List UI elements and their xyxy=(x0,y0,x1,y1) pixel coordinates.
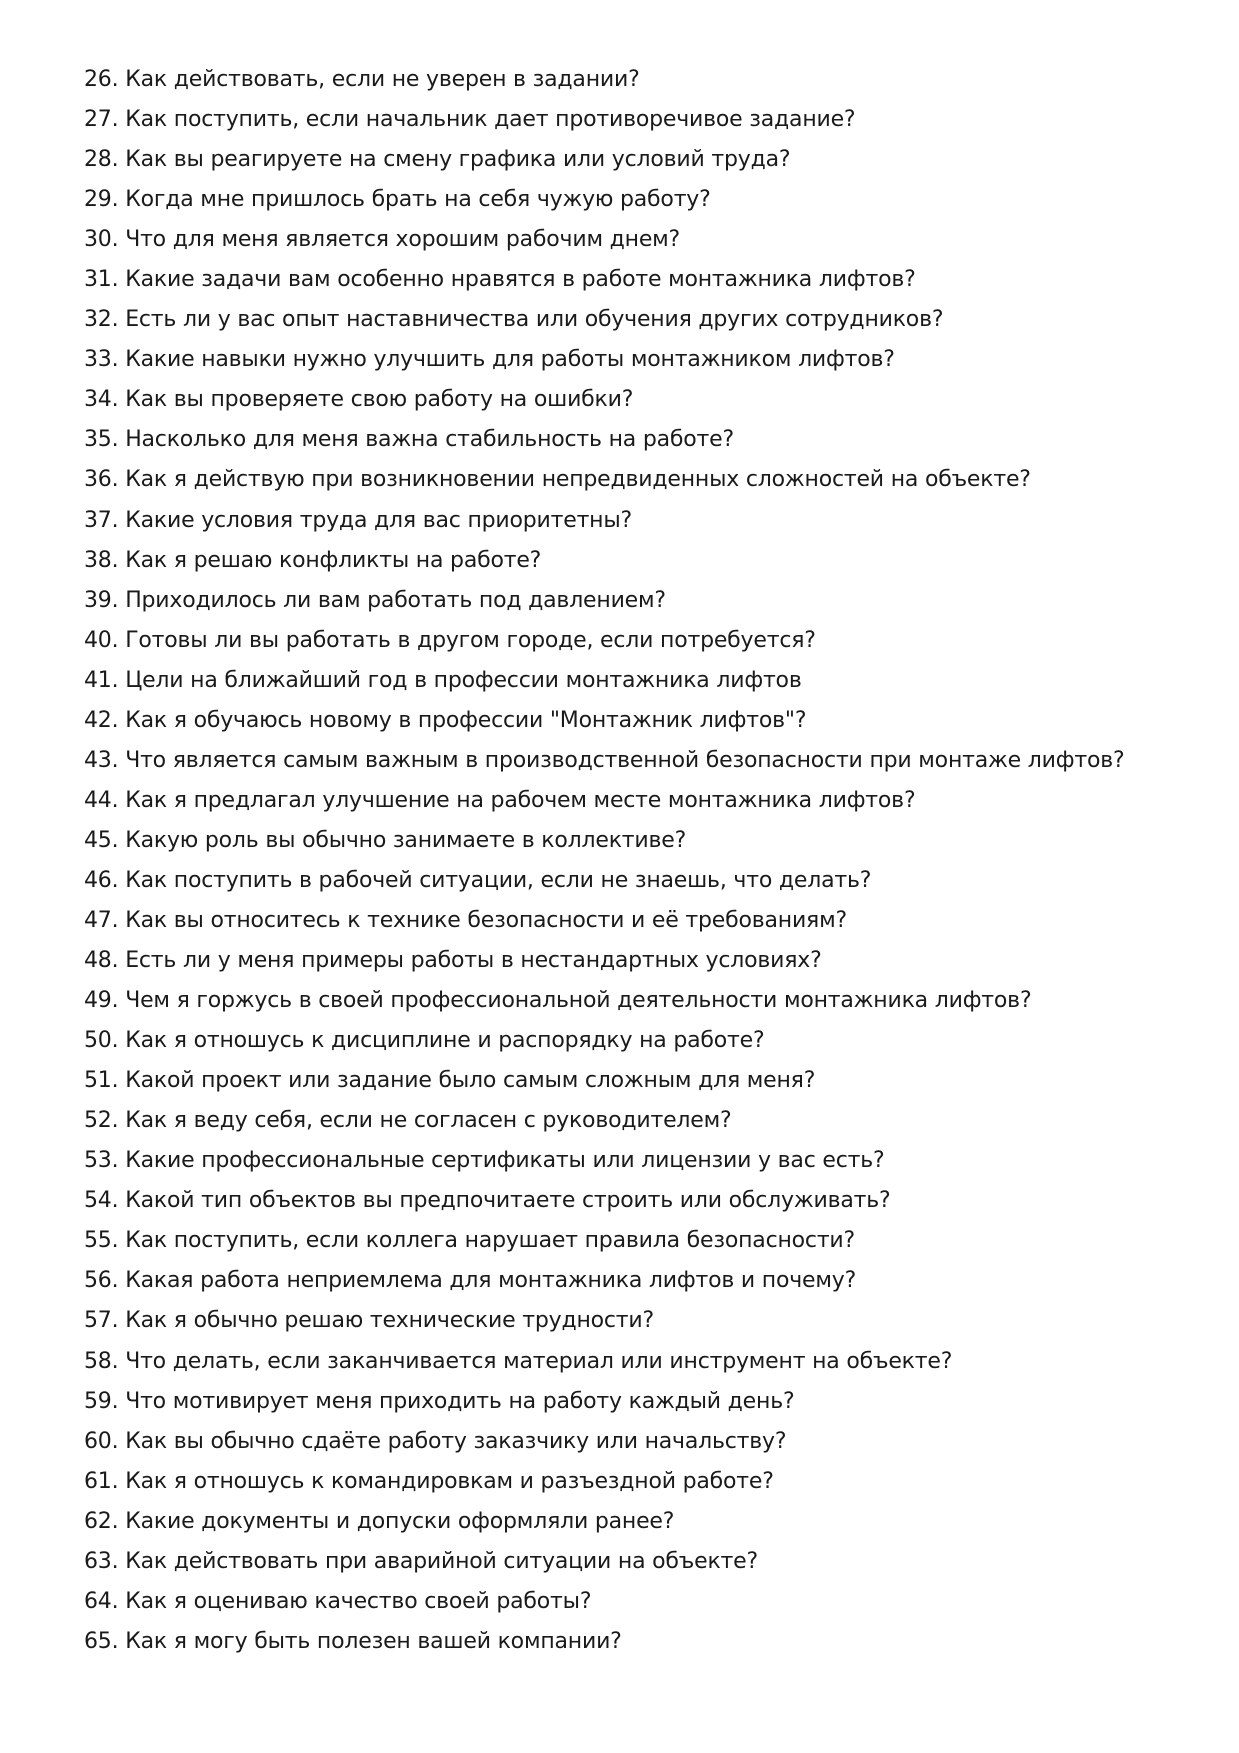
question-number: 63. xyxy=(84,1548,119,1574)
question-number: 35. xyxy=(84,427,119,453)
question-number: 40. xyxy=(84,627,119,653)
question-item xyxy=(84,661,1184,701)
question-item xyxy=(84,1021,1184,1061)
question-number: 32. xyxy=(84,307,119,333)
question-number: 41. xyxy=(84,667,119,693)
question-number: 33. xyxy=(84,347,119,373)
question-number: 38. xyxy=(84,547,119,573)
question-text: Что делать, если заканчивается материал или инструмент на объекте? xyxy=(125,1348,953,1374)
question-number: 62. xyxy=(84,1508,119,1534)
question-text: Как вы обычно сдаёте работу заказчику или начальству? xyxy=(125,1428,787,1454)
question-number: 36. xyxy=(84,467,119,493)
question-item xyxy=(84,260,1184,300)
question-text: Готовы ли вы работать в другом городе, если потребуется? xyxy=(125,627,816,653)
question-item xyxy=(84,1301,1184,1341)
question-item xyxy=(84,741,1184,781)
question-item xyxy=(84,100,1184,140)
question-text: Как я обучаюсь новому в профессии "Монтажник лифтов"? xyxy=(125,707,807,733)
question-item xyxy=(84,821,1184,861)
question-text: Как поступить, если начальник дает противоречивое задание? xyxy=(125,107,856,133)
question-item xyxy=(84,541,1184,581)
question-item xyxy=(84,380,1184,420)
question-text: Как я обычно решаю технические трудности? xyxy=(125,1308,654,1334)
question-text: Какой тип объектов вы предпочитаете строить или обслуживать? xyxy=(125,1188,891,1214)
question-text: Что мотивирует меня приходить на работу каждый день? xyxy=(125,1388,795,1414)
question-text: Как я действую при возникновении непредвиденных сложностей на объекте? xyxy=(125,467,1031,493)
question-text: Какие задачи вам особенно нравятся в работе монтажника лифтов? xyxy=(125,267,916,293)
question-item xyxy=(84,1462,1184,1502)
question-number: 53. xyxy=(84,1148,119,1174)
question-text: Какие навыки нужно улучшить для работы монтажником лифтов? xyxy=(125,347,895,373)
question-item xyxy=(84,1221,1184,1261)
question-text: Как я могу быть полезен вашей компании? xyxy=(125,1628,622,1654)
question-text: Когда мне пришлось брать на себя чужую работу? xyxy=(125,187,711,213)
question-item xyxy=(84,1181,1184,1221)
question-number: 56. xyxy=(84,1268,119,1294)
question-text: Какие условия труда для вас приоритетны? xyxy=(125,507,633,533)
question-text: Есть ли у вас опыт наставничества или обучения других сотрудников? xyxy=(125,307,944,333)
question-text: Какие документы и допуски оформляли ранее? xyxy=(125,1508,675,1534)
question-number: 58. xyxy=(84,1348,119,1374)
question-item xyxy=(84,1101,1184,1141)
question-number: 31. xyxy=(84,267,119,293)
question-number: 57. xyxy=(84,1308,119,1334)
question-text: Как я отношусь к командировкам и разъездной работе? xyxy=(125,1468,774,1494)
question-text: Есть ли у меня примеры работы в нестандартных условиях? xyxy=(125,948,822,974)
question-number: 27. xyxy=(84,107,119,133)
question-number: 28. xyxy=(84,147,119,173)
question-number: 46. xyxy=(84,867,119,893)
question-text: Приходилось ли вам работать под давлением? xyxy=(125,587,666,613)
question-item xyxy=(84,501,1184,541)
question-item xyxy=(84,1622,1184,1662)
question-number: 30. xyxy=(84,227,119,253)
question-text: Как я предлагал улучшение на рабочем месте монтажника лифтов? xyxy=(125,787,916,813)
question-item xyxy=(84,621,1184,661)
question-number: 45. xyxy=(84,827,119,853)
question-number: 49. xyxy=(84,988,119,1014)
question-text: Какие профессиональные сертификаты или лицензии у вас есть? xyxy=(125,1148,885,1174)
question-number: 60. xyxy=(84,1428,119,1454)
question-item xyxy=(84,981,1184,1021)
question-item xyxy=(84,1542,1184,1582)
question-item xyxy=(84,140,1184,180)
question-number: 64. xyxy=(84,1588,119,1614)
question-number: 48. xyxy=(84,948,119,974)
question-number: 50. xyxy=(84,1028,119,1054)
question-text: Что является самым важным в производственной безопасности при монтаже лифтов? xyxy=(125,747,1125,773)
question-number: 37. xyxy=(84,507,119,533)
question-text: Как вы проверяете свою работу на ошибки? xyxy=(125,387,634,413)
question-item xyxy=(84,581,1184,621)
question-item xyxy=(84,1061,1184,1101)
question-item xyxy=(84,941,1184,981)
question-item xyxy=(84,420,1184,460)
question-text: Как поступить в рабочей ситуации, если не знаешь, что делать? xyxy=(125,867,872,893)
question-text: Как действовать при аварийной ситуации на объекте? xyxy=(125,1548,758,1574)
question-text: Как вы реагируете на смену графика или условий труда? xyxy=(125,147,791,173)
question-text: Как я отношусь к дисциплине и распорядку на работе? xyxy=(125,1028,765,1054)
question-text: Чем я горжусь в своей профессиональной деятельности монтажника лифтов? xyxy=(125,988,1032,1014)
question-text: Как я веду себя, если не согласен с руководителем? xyxy=(125,1108,732,1134)
question-item xyxy=(84,300,1184,340)
question-item xyxy=(84,1582,1184,1622)
question-text: Как поступить, если коллега нарушает правила безопасности? xyxy=(125,1228,856,1254)
question-number: 59. xyxy=(84,1388,119,1414)
question-item xyxy=(84,180,1184,220)
question-text: Какую роль вы обычно занимаете в коллективе? xyxy=(125,827,687,853)
question-list xyxy=(84,60,1184,1662)
question-item xyxy=(84,460,1184,500)
question-item xyxy=(84,901,1184,941)
question-item xyxy=(84,701,1184,741)
question-text: Что для меня является хорошим рабочим днем? xyxy=(125,227,681,253)
question-item xyxy=(84,1502,1184,1542)
question-text: Как вы относитесь к технике безопасности и её требованиям? xyxy=(125,907,847,933)
question-item xyxy=(84,1422,1184,1462)
question-item xyxy=(84,220,1184,260)
question-text: Какой проект или задание было самым сложным для меня? xyxy=(125,1068,816,1094)
question-item xyxy=(84,1342,1184,1382)
question-item xyxy=(84,1141,1184,1181)
question-number: 42. xyxy=(84,707,119,733)
question-text: Цели на ближайший год в профессии монтажника лифтов xyxy=(125,667,802,693)
question-number: 65. xyxy=(84,1628,119,1654)
question-number: 54. xyxy=(84,1188,119,1214)
question-number: 47. xyxy=(84,907,119,933)
question-item xyxy=(84,781,1184,821)
question-number: 39. xyxy=(84,587,119,613)
question-number: 44. xyxy=(84,787,119,813)
question-item xyxy=(84,1261,1184,1301)
question-text: Как я решаю конфликты на работе? xyxy=(125,547,542,573)
question-text: Как я оцениваю качество своей работы? xyxy=(125,1588,592,1614)
question-number: 55. xyxy=(84,1228,119,1254)
question-text: Как действовать, если не уверен в задании? xyxy=(125,67,640,92)
question-number: 61. xyxy=(84,1468,119,1494)
question-item xyxy=(84,60,1184,100)
question-number: 34. xyxy=(84,387,119,413)
question-number: 52. xyxy=(84,1108,119,1134)
question-text: Насколько для меня важна стабильность на работе? xyxy=(125,427,734,453)
question-text: Какая работа неприемлема для монтажника лифтов и почему? xyxy=(125,1268,857,1294)
question-number: 51. xyxy=(84,1068,119,1094)
question-number: 26. xyxy=(84,67,119,92)
question-number: 43. xyxy=(84,747,119,773)
question-item xyxy=(84,340,1184,380)
question-item xyxy=(84,861,1184,901)
question-number: 29. xyxy=(84,187,119,213)
question-item xyxy=(84,1382,1184,1422)
